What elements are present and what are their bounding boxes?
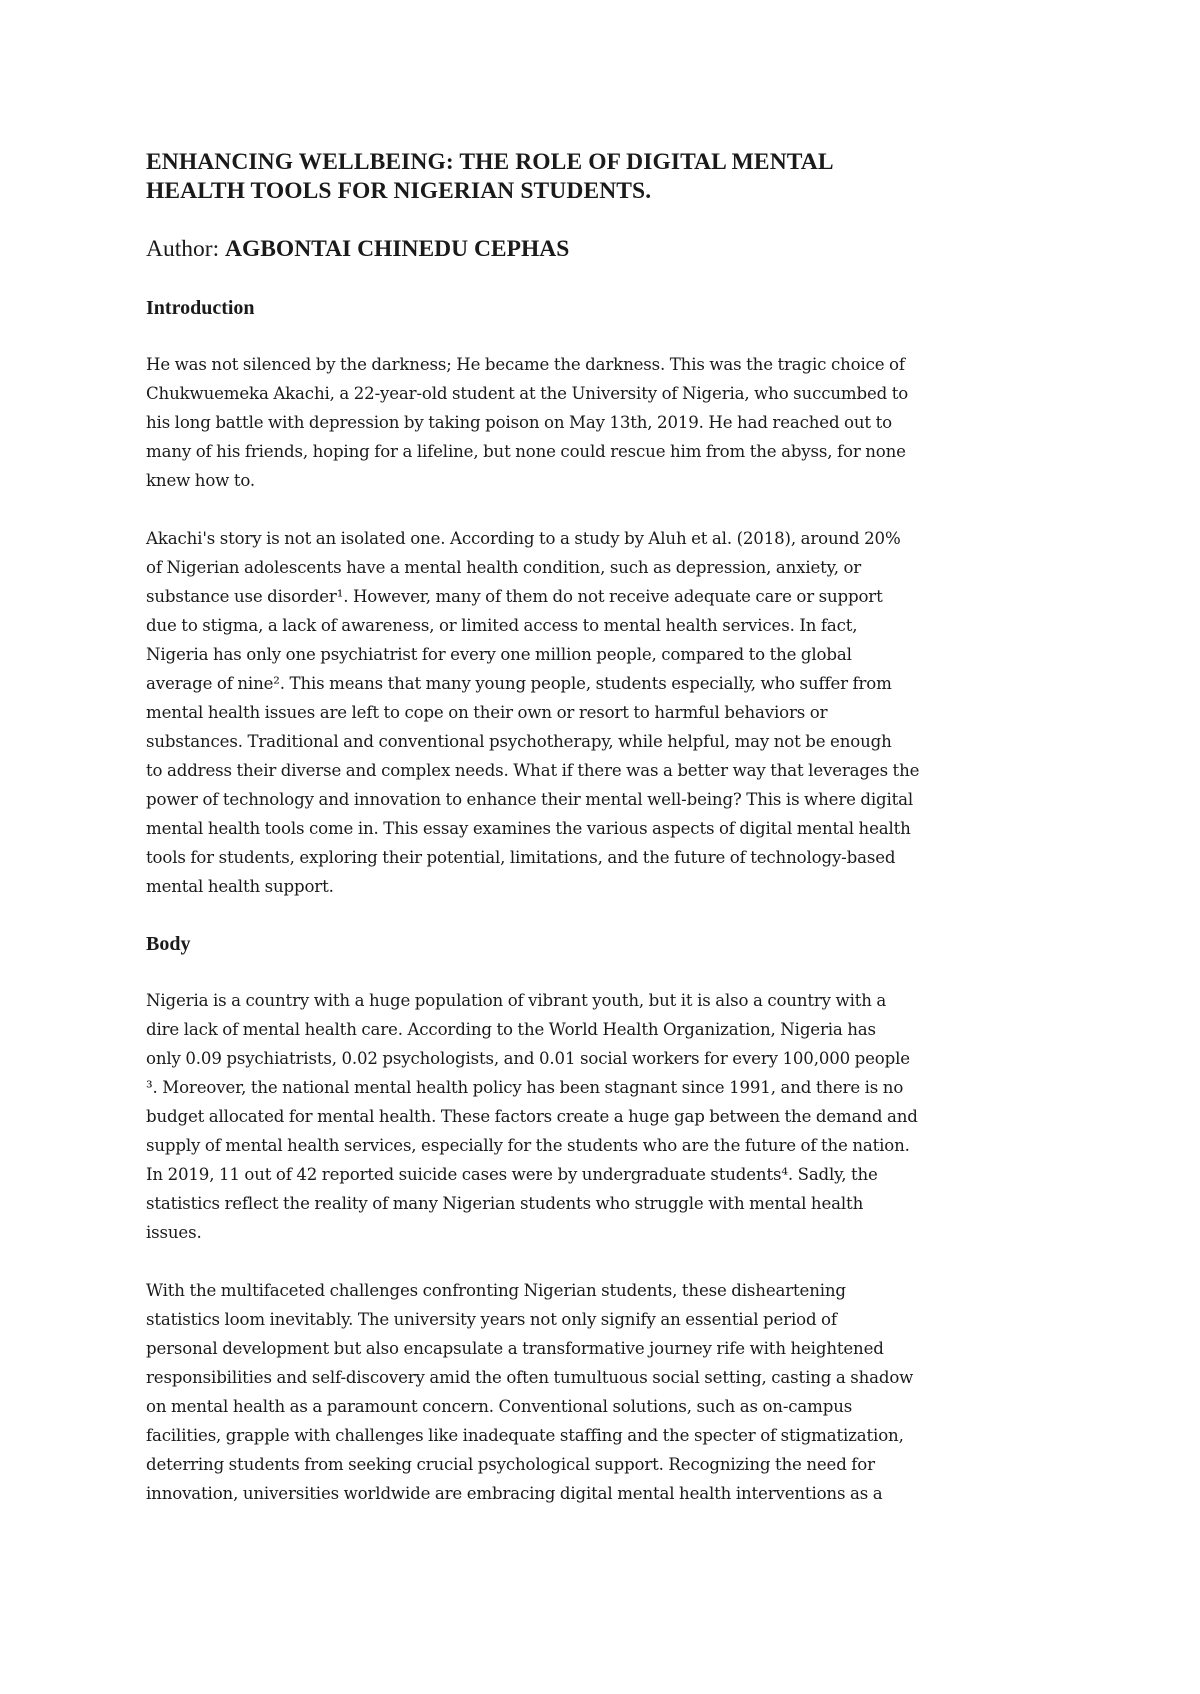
paragraph-line: ³. Moreover, the national mental health policy has been stagnant since 1991, and there is no bbox=[146, 1078, 904, 1097]
paragraph-line: many of his friends, hoping for a lifeline, but none could rescue him from the abyss, for none bbox=[146, 442, 906, 461]
paragraph-line: statistics loom inevitably. The university years not only signify an essential period of bbox=[146, 1310, 837, 1329]
paragraph-line: substances. Traditional and conventional psychotherapy, while helpful, may not be enough bbox=[146, 732, 892, 751]
paragraph-line: statistics reflect the reality of many Nigerian students who struggle with mental health bbox=[146, 1194, 864, 1213]
introduction-heading: Introduction bbox=[146, 297, 255, 319]
paragraph bbox=[146, 524, 1066, 901]
paragraph-line: Nigeria is a country with a huge population of vibrant youth, but it is also a country with a bbox=[146, 991, 887, 1010]
paragraph bbox=[146, 350, 1066, 495]
document-page bbox=[146, 148, 1066, 1508]
introduction-section bbox=[146, 350, 1066, 901]
paragraph-line: due to stigma, a lack of awareness, or limited access to mental health services. In fact, bbox=[146, 616, 858, 635]
paragraph-line: to address their diverse and complex needs. What if there was a better way that leverages the bbox=[146, 761, 920, 780]
paragraph-line: knew how to. bbox=[146, 471, 256, 490]
author-line bbox=[146, 235, 1066, 264]
paragraph-line: facilities, grapple with challenges like inadequate staffing and the specter of stigmatization, bbox=[146, 1426, 904, 1445]
author-label: Author: bbox=[146, 236, 225, 262]
paragraph-line: only 0.09 psychiatrists, 0.02 psychologists, and 0.01 social workers for every 100,000 people bbox=[146, 1049, 910, 1068]
paragraph-line: mental health support. bbox=[146, 877, 334, 896]
paragraph-line: tools for students, exploring their potential, limitations, and the future of technology-based bbox=[146, 848, 896, 867]
title-line: ENHANCING WELLBEING: THE ROLE OF DIGITAL MENTAL bbox=[146, 149, 834, 175]
paragraph-line: In 2019, 11 out of 42 reported suicide cases were by undergraduate students⁴. Sadly, the bbox=[146, 1165, 878, 1184]
body-section bbox=[146, 986, 1066, 1508]
paragraph-line: substance use disorder¹. However, many of them do not receive adequate care or support bbox=[146, 587, 883, 606]
paragraph-line: mental health tools come in. This essay examines the various aspects of digital mental health bbox=[146, 819, 911, 838]
paragraph-line: on mental health as a paramount concern. Conventional solutions, such as on-campus bbox=[146, 1397, 853, 1416]
paragraph bbox=[146, 986, 1066, 1247]
paragraph-line: power of technology and innovation to enhance their mental well-being? This is where digital bbox=[146, 790, 914, 809]
paragraph-line: personal development but also encapsulate a transformative journey rife with heightened bbox=[146, 1339, 884, 1358]
paragraph-line: He was not silenced by the darkness; He became the darkness. This was the tragic choice of bbox=[146, 355, 905, 374]
author-name: AGBONTAI CHINEDU CEPHAS bbox=[224, 236, 570, 262]
paragraph-line: deterring students from seeking crucial psychological support. Recognizing the need for bbox=[146, 1455, 875, 1474]
paragraph-line: Akachi's story is not an isolated one. According to a study by Aluh et al. (2018), around 20% bbox=[146, 529, 901, 548]
paragraph-line: average of nine². This means that many young people, students especially, who suffer from bbox=[146, 674, 892, 693]
paragraph-line: responsibilities and self-discovery amid the often tumultuous social setting, casting a shadow bbox=[146, 1368, 914, 1387]
paragraph bbox=[146, 1276, 1066, 1508]
paragraph-line: his long battle with depression by taking poison on May 13th, 2019. He had reached out to bbox=[146, 413, 892, 432]
paragraph-line: budget allocated for mental health. These factors create a huge gap between the demand and bbox=[146, 1107, 918, 1126]
paragraph-line: Chukwuemeka Akachi, a 22-year-old student at the University of Nigeria, who succumbed to bbox=[146, 384, 909, 403]
paragraph-line: Nigeria has only one psychiatrist for every one million people, compared to the global bbox=[146, 645, 852, 664]
paragraph-line: With the multifaceted challenges confronting Nigerian students, these disheartening bbox=[146, 1281, 846, 1300]
paragraph-line: dire lack of mental health care. According to the World Health Organization, Nigeria has bbox=[146, 1020, 876, 1039]
document-title bbox=[146, 148, 1066, 206]
body-heading: Body bbox=[146, 933, 191, 955]
paragraph-line: of Nigerian adolescents have a mental health condition, such as depression, anxiety, or bbox=[146, 558, 862, 577]
paragraph-line: mental health issues are left to cope on their own or resort to harmful behaviors or bbox=[146, 703, 828, 722]
title-line: HEALTH TOOLS FOR NIGERIAN STUDENTS. bbox=[146, 178, 652, 204]
paragraph-line: supply of mental health services, especially for the students who are the future of the nation. bbox=[146, 1136, 910, 1155]
paragraph-line: issues. bbox=[146, 1223, 202, 1242]
paragraph-line: innovation, universities worldwide are embracing digital mental health interventions as a bbox=[146, 1484, 883, 1503]
